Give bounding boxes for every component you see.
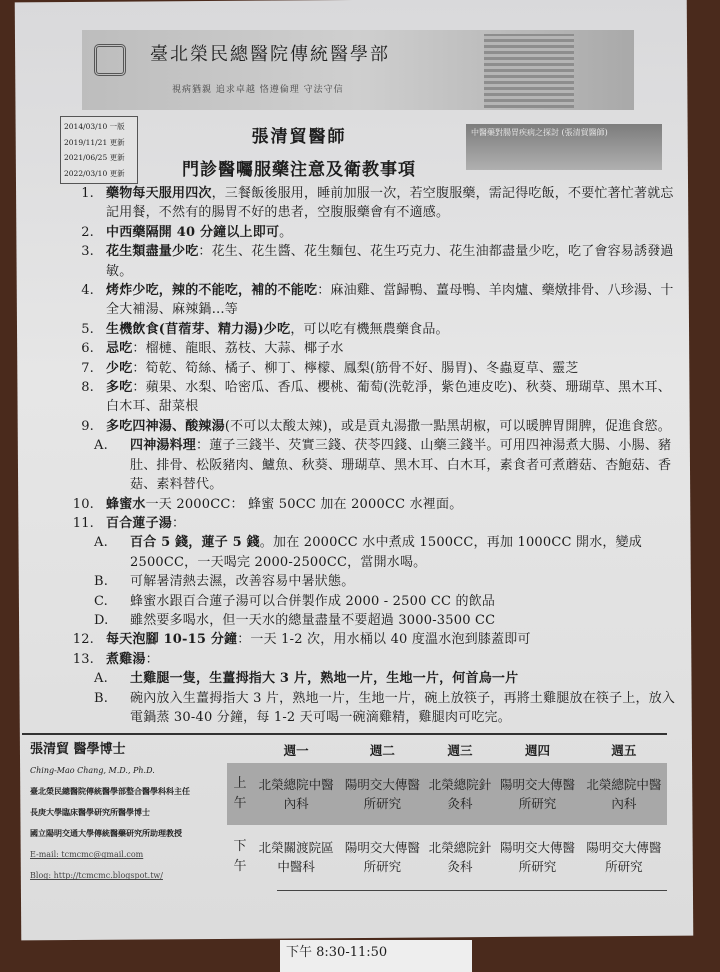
item-emphasis: 忌吃	[106, 341, 133, 357]
item-emphasis: 煮雞湯	[106, 651, 146, 667]
item-emphasis: 四神湯料理	[130, 438, 197, 454]
item-text	[106, 223, 292, 242]
list-item	[64, 378, 678, 417]
item-text	[106, 242, 678, 281]
sub-item	[64, 669, 678, 688]
corner-cell	[227, 737, 253, 763]
item-text	[106, 184, 678, 223]
item-text	[106, 495, 462, 514]
list-item	[64, 495, 678, 514]
footer	[22, 733, 667, 891]
sub-item-letter: A.	[94, 535, 108, 551]
revision-date: 2019/11/21 更新	[64, 137, 125, 147]
sub-item-letter: A.	[94, 438, 108, 454]
item-text	[106, 417, 671, 436]
role: 國立陽明交通大學傳統醫藥研究所助理教授	[30, 828, 182, 839]
schedule-cell: 北榮總院針灸科	[428, 840, 492, 875]
item-body: 蜂蜜水跟百合蓮子湯可以合併製作成 2000 - 2500 CC 的飲品	[130, 593, 496, 609]
doctor-title: 張清貿 醫學博士	[30, 742, 126, 758]
sub-item-text	[130, 611, 495, 630]
sub-item-text	[130, 669, 518, 688]
schedule-cell: 陽明交大傳醫所研究	[339, 763, 425, 825]
role: 長庚大學臨床醫學研究所醫學博士	[30, 807, 150, 818]
item-text	[106, 339, 344, 358]
item-body: ，三餐飯後服用，睡前加服一次，若空腹服藥，需記得吃飯，不要忙著忙著就忘記用餐，不然有的腸胃不好的患者，空腹服藥會有不適感。	[106, 186, 674, 221]
lecture-badge: 中醫藥對腸胃疾病之探討 (張清貿醫師)	[466, 124, 662, 170]
doctor-info	[30, 739, 220, 886]
blog-link[interactable]: Blog: http://tcmcmc.blogspot.tw/	[30, 871, 163, 881]
schedule-cell: 北榮總院中醫內科	[581, 763, 667, 825]
day-header: 週三	[447, 742, 473, 758]
item-body: ：榴槤、龍眼、荔枝、大蒜、椰子水	[132, 341, 344, 357]
item-text	[106, 630, 531, 649]
schedule-cell: 北榮關渡院區中醫科	[258, 840, 334, 875]
item-number: 2.	[81, 224, 94, 240]
sub-item-text	[130, 572, 354, 591]
item-body: ：	[145, 651, 159, 667]
schedule-cell: 北榮總院針灸科	[426, 763, 495, 825]
list-item	[64, 630, 678, 649]
item-emphasis: 烤炸少吃，辣的不能吃，補的不能吃	[106, 283, 318, 299]
item-body: 可解暑清熱去濕，改善容易中暑狀態。	[130, 574, 355, 590]
sub-item	[64, 592, 678, 611]
list-item	[64, 359, 678, 378]
item-body: 。	[279, 224, 293, 240]
item-emphasis: 蜂蜜水	[106, 496, 146, 512]
day-header: 週四	[525, 742, 551, 758]
sub-item	[64, 689, 678, 728]
item-number: 12.	[72, 632, 94, 648]
sub-item-text	[130, 436, 678, 494]
item-body: 碗內放入生薑拇指大 3 片，熟地一片，生地一片，碗上放筷子，再將土雞腿放在筷子上，放入電鍋蒸 30-40 分鐘，每 1-2 天可喝一碗滴雞精，雞腿肉可吃完。	[130, 690, 676, 725]
day-header: 週二	[369, 742, 395, 758]
item-text	[106, 281, 678, 320]
sub-item	[64, 533, 678, 572]
item-emphasis: 花生類盡量少吃	[106, 244, 199, 260]
item-text	[106, 320, 449, 339]
list-item	[64, 650, 678, 669]
list-item	[64, 417, 678, 436]
list-item	[64, 514, 678, 533]
day-header: 週五	[611, 742, 637, 758]
sub-item-letter: B.	[94, 690, 109, 706]
pm-label: 下 午	[233, 839, 247, 875]
sub-item-letter: B.	[94, 574, 109, 590]
list-item	[64, 242, 678, 281]
item-emphasis: 多吃四神湯、酸辣湯	[106, 418, 225, 434]
item-body: ：筍乾、筍絲、橘子、柳丁、檸檬、鳳梨(筋骨不好、腸胃)、冬蟲夏草、靈芝	[132, 360, 579, 376]
sub-item-text	[130, 533, 678, 572]
item-text	[106, 650, 159, 669]
item-text	[106, 378, 678, 417]
item-number: 10.	[72, 496, 94, 512]
list-item	[64, 184, 678, 223]
list-item	[64, 281, 678, 320]
schedule-cell: 陽明交大傳醫所研究	[500, 840, 576, 875]
sub-item	[64, 611, 678, 630]
day-header: 週一	[283, 742, 309, 758]
revision-date: 2021/06/25 更新	[64, 153, 125, 162]
am-label: 上 午	[227, 763, 253, 825]
item-text	[106, 514, 185, 533]
schedule-cell: 陽明交大傳醫所研究	[494, 763, 580, 825]
hospital-logo-icon	[94, 44, 126, 76]
role: 臺北榮民總醫院傳統醫學部整合醫學科科主任	[30, 786, 190, 797]
item-emphasis: 多吃	[106, 380, 133, 396]
item-number: 1.	[81, 186, 94, 201]
item-number: 3.	[81, 244, 94, 260]
instruction-list	[64, 184, 678, 727]
item-body: (不可以太酸太辣)，或是貢丸湯撒一點黑胡椒，可以暖脾胃開脾，促進食慾。	[224, 418, 671, 434]
sub-item	[64, 572, 678, 591]
other-paper-fragment: 下午 8:30-11:50	[280, 940, 472, 972]
doctor-name: 張清貿醫師	[251, 127, 347, 147]
item-body: ：蓮子三錢半、芡實三錢、茯苓四錢、山藥三錢半。可用四神湯煮大腸、小腸、豬肚、排骨、松阪豬肉、鱸魚、秋葵、珊瑚草、黑木耳、白木耳，素食者可煮蘑菇、杏鮑菇、香菇、素料替代。	[130, 438, 672, 493]
item-emphasis: 百合 5 錢，蓮子 5 錢	[130, 535, 260, 551]
item-number: 6.	[81, 341, 94, 357]
item-number: 4.	[81, 283, 94, 299]
list-item	[64, 223, 678, 242]
item-emphasis: 少吃	[106, 360, 133, 376]
item-body: 雖然要多喝水，但一天水的總量盡量不要超過 3000-3500 CC	[130, 612, 496, 628]
item-emphasis: 藥物每天服用四次	[106, 186, 212, 201]
revision-dates	[60, 116, 138, 184]
item-emphasis: 百合蓮子湯	[106, 515, 173, 531]
list-item	[64, 339, 678, 358]
hospital-name: 臺北榮民總醫院傳統醫學部	[150, 44, 390, 65]
item-emphasis: 中西藥隔開 40 分鐘以上即可	[106, 224, 280, 240]
item-emphasis: 生機飲食(苜蓿芽、精力湯)少吃	[106, 321, 291, 337]
divider	[277, 890, 667, 891]
item-body: ：	[172, 515, 186, 531]
item-body: ：蘋果、水梨、哈密瓜、香瓜、櫻桃、葡萄(洗乾淨，紫色連皮吃)、秋葵、珊瑚草、黑木耳、白木耳、甜菜根	[106, 380, 671, 415]
schedule-cell: 陽明交大傳醫所研究	[344, 840, 420, 875]
item-body: ：一天 1-2 次，用水桶以 40 度溫水泡到膝蓋即可	[237, 632, 531, 648]
item-number: 8.	[81, 380, 94, 396]
item-body: ：花生、花生醬、花生麵包、花生巧克力、花生油都盡量少吃，吃了會容易誘發過敏。	[106, 244, 674, 279]
item-body: 。加在 2000CC 水中煮成 1500CC，再加 1000CC 開水，變成 2500CC，一天喝完 2000-2500CC，當開水喝。	[130, 535, 642, 570]
list-item	[64, 320, 678, 339]
main-content	[30, 184, 678, 891]
hospital-banner	[82, 30, 634, 110]
sub-item-letter: D.	[94, 612, 109, 628]
item-emphasis: 每天泡腳 10-15 分鐘	[106, 632, 238, 648]
item-number: 13.	[72, 651, 94, 667]
email-link[interactable]: E-mail: tcmcmc@gmail.com	[30, 850, 144, 860]
item-body: ：麻油雞、當歸鴨、薑母鴨、羊肉爐、藥燉排骨、八珍湯、十全大補湯、麻辣鍋…等	[106, 283, 674, 318]
item-text	[106, 359, 579, 378]
page-title: 門診醫囑服藥注意及衛教事項	[182, 160, 416, 180]
item-number: 5.	[81, 321, 94, 337]
clinic-schedule-table	[227, 737, 667, 889]
item-body: ，可以吃有機無農藥食品。	[290, 321, 449, 337]
building-image	[484, 34, 574, 108]
hospital-motto: 視病猶親 追求卓越 恪遵倫理 守法守信	[172, 85, 344, 95]
item-body: 一天 2000CC： 蜂蜜 50CC 加在 2000CC 水裡面。	[145, 496, 463, 512]
sub-item	[64, 436, 678, 494]
item-number: 11.	[72, 515, 94, 531]
sub-item-letter: A.	[94, 671, 108, 687]
sub-item-text	[130, 592, 495, 611]
revision-date: 2022/03/10 更新	[64, 168, 125, 178]
item-number: 7.	[81, 360, 94, 376]
schedule-cell: 陽明交大傳醫所研究	[586, 840, 662, 875]
sub-item-text	[130, 689, 678, 728]
item-emphasis: 土雞腿一隻，生薑拇指大 3 片，熟地一片，生地一片，何首烏一片	[130, 671, 519, 687]
revision-date: 2014/03/10 一版	[64, 122, 125, 131]
sub-item-letter: C.	[94, 593, 109, 609]
schedule-cell: 北榮總院中醫內科	[253, 763, 339, 825]
item-number: 9.	[81, 418, 94, 434]
english-name: Ching-Mao Chang, M.D., Ph.D.	[30, 766, 155, 776]
